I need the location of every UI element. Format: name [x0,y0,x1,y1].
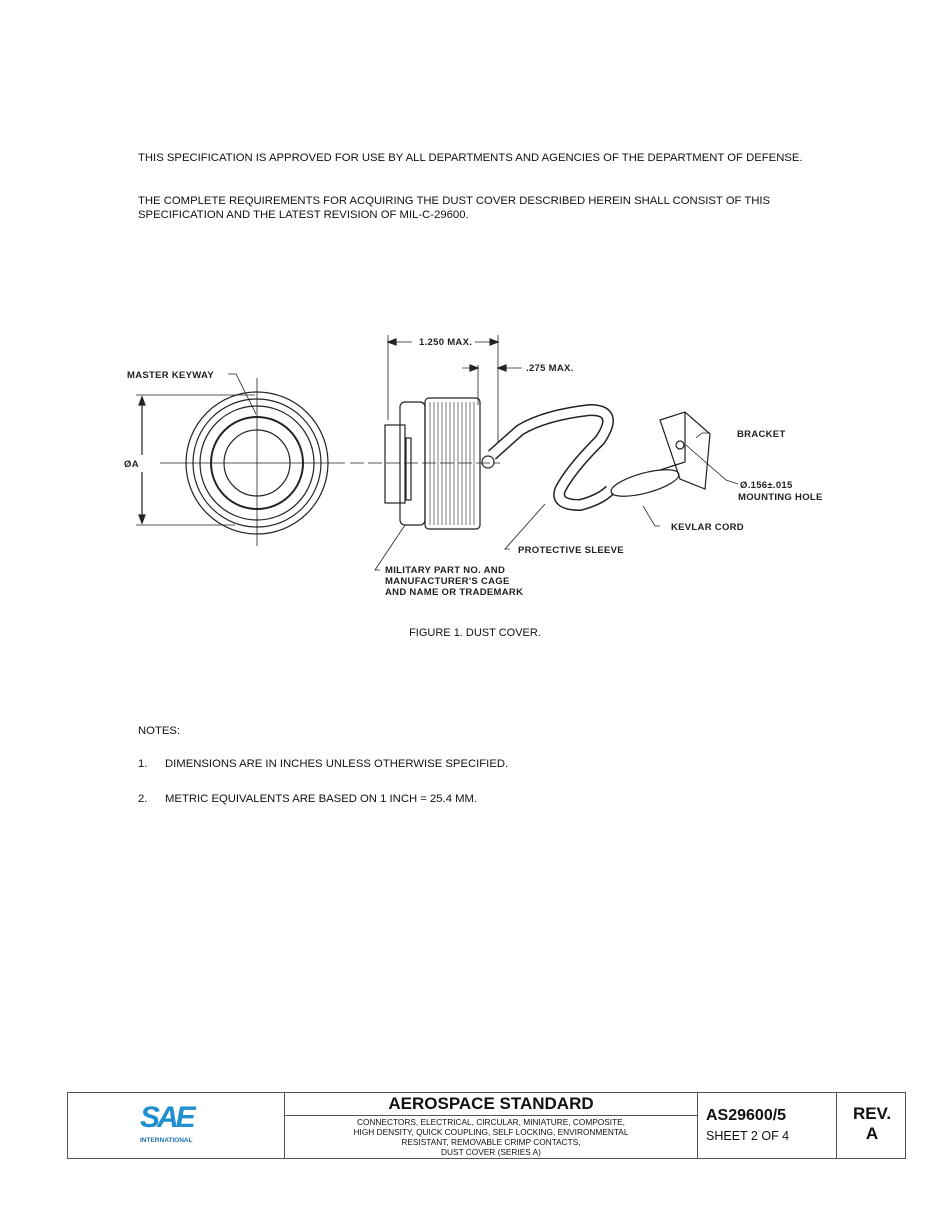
front-view [136,374,345,546]
notes-heading: NOTES: [138,725,181,737]
length-dimension-label: 1.250 MAX. [419,337,473,348]
standard-title: AEROSPACE STANDARD [285,1093,697,1116]
protective-sleeve-label: PROTECTIVE SLEEVE [518,545,624,556]
note-number: 1. [138,758,148,770]
sae-logo-text: SAE [140,1101,193,1134]
document-number: AS29600/5 [706,1107,787,1124]
description-line: DUST COVER (SERIES A) [441,1147,541,1157]
mounting-hole-label: MOUNTING HOLE [738,492,823,503]
note-text: DIMENSIONS ARE IN INCHES UNLESS OTHERWISE SPECIFIED. [165,758,509,770]
bracket-label: BRACKET [737,429,786,440]
figure-caption: FIGURE 1. DUST COVER. [409,627,541,639]
sae-logo-subtext: INTERNATIONAL [140,1137,193,1144]
document-number-cell [698,1093,837,1158]
note-text: METRIC EQUIVALENTS ARE BASED ON 1 INCH = 25.4 MM. [165,793,478,805]
marking-label-1: MILITARY PART NO. AND [385,565,506,576]
diameter-a-label: ØA [124,459,139,470]
description-line: RESISTANT, REMOVABLE CRIMP CONTACTS, [401,1137,581,1147]
revision-label: REV. [852,1104,892,1123]
revision-value: A [865,1124,879,1143]
approval-paragraph: THIS SPECIFICATION IS APPROVED FOR USE BY ALL DEPARTMENTS AND AGENCIES OF THE DEPARTMENT OF DEFENSE. [138,152,803,164]
standard-description [285,1116,697,1157]
hole-dimension-label: Ø.156±.015 [740,480,793,491]
revision-cell [837,1093,907,1158]
description-line: HIGH DENSITY, QUICK COUPLING, SELF LOCKING, ENVIRONMENTAL [353,1127,629,1137]
note-number: 2. [138,793,148,805]
sheet-number: SHEET 2 OF 4 [706,1129,790,1143]
marking-label-2: MANUFACTURER'S CAGE [385,576,510,587]
marking-label-3: AND NAME OR TRADEMARK [385,587,524,598]
kevlar-cord-label: KEVLAR CORD [671,522,744,533]
requirements-paragraph: THE COMPLETE REQUIREMENTS FOR ACQUIRING THE DUST COVER DESCRIBED HEREIN SHALL CONSIST OF THIS SPECIFICATION AND THE LATEST REVISION OF MIL-C-29600. [138,195,771,221]
flange-dimension-label: .275 MAX. [526,363,574,374]
title-block [67,1092,906,1159]
description-line: CONNECTORS, ELECTRICAL, CIRCULAR, MINIATURE, COMPOSITE, [357,1117,625,1127]
title-cell [285,1093,698,1158]
sae-logo [68,1093,285,1158]
master-keyway-label: MASTER KEYWAY [127,370,214,381]
